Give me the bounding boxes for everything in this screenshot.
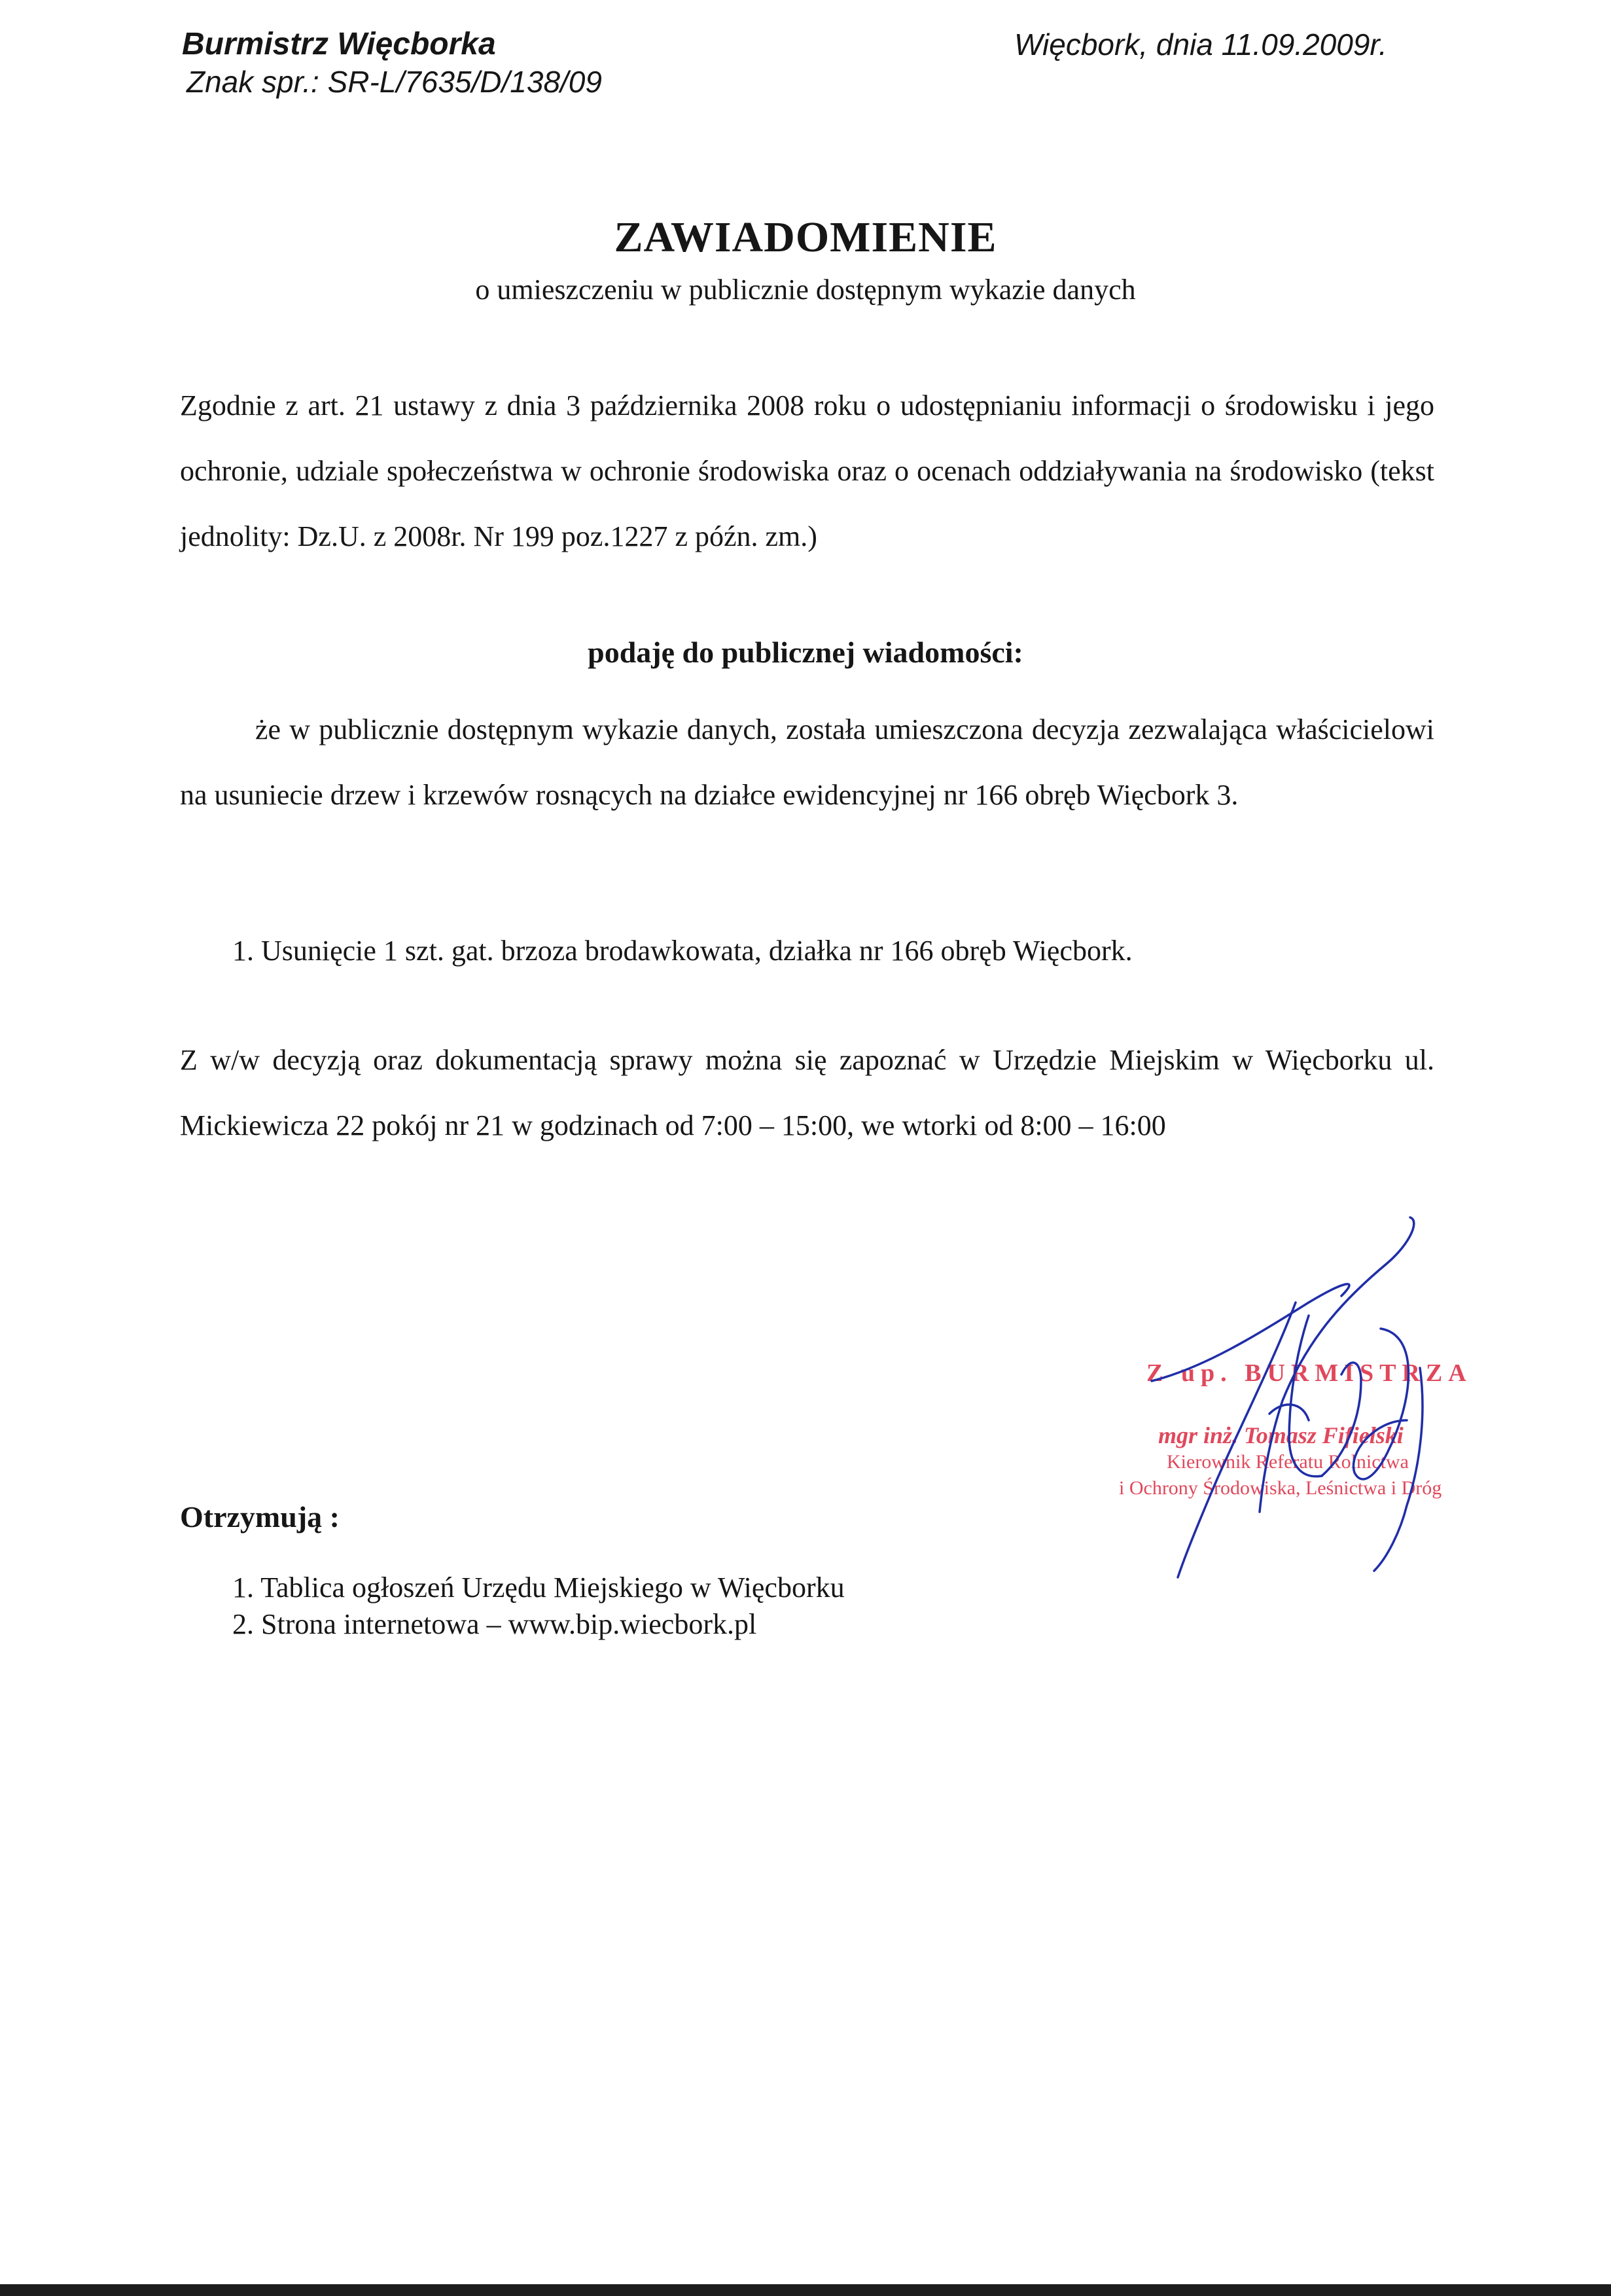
stamp-official-name: mgr inż. Tomasz Fifielski: [1158, 1422, 1404, 1448]
decision-item: 1. Usunięcie 1 szt. gat. brzoza brodawkowata, działka nr 166 obręb Więcbork.: [232, 935, 1133, 967]
legal-basis-paragraph: Zgodnie z art. 21 ustawy z dnia 3 października 2008 roku o udostępnianiu informacji o środowisku i jego ochronie, udziale społeczeństwa w ochronie środowiska oraz o ocenach oddziaływania na środowisko (tekst jednolity: Dz.U. z 2008r. Nr 199 poz.1227 z późn. zm.): [180, 389, 1434, 552]
decision-paragraph: że w publicznie dostępnym wykazie danych, została umieszczona decyzja zezwalająca właścicielowi na usuniecie drzew i krzewów rosnących na działce ewidencyjnej nr 166 obręb Więcbork 3.: [180, 713, 1434, 811]
receiver-item: 1. Tablica ogłoszeń Urzędu Miejskiego w Więcborku: [232, 1571, 845, 1604]
stamp-position-line2: i Ochrony Środowiska, Leśnictwa i Dróg: [1119, 1477, 1442, 1499]
place-and-date: Więcbork, dnia 11.09.2009r.: [1014, 27, 1387, 62]
receivers-list: [232, 1570, 845, 1643]
issuer-name: Burmistrz Więcborka: [182, 27, 496, 62]
receiver-item: 2. Strona internetowa – www.bip.wiecbork.pl: [232, 1608, 757, 1640]
information-paragraph: Z w/w decyzją oraz dokumentacją sprawy można się zapoznać w Urzędzie Miejskim w Więcborku ul. Mickiewicza 22 pokój nr 21 w godzinach od 7:00 – 15:00, we wtorki od 8:00 – 16:00: [180, 1044, 1434, 1141]
receivers-heading: Otrzymują :: [180, 1500, 340, 1534]
scan-edge: [0, 2284, 1611, 2296]
document-subtitle: o umieszczeniu w publicznie dostępnym wykazie danych: [475, 274, 1136, 306]
stamp-position-line1: Kierownik Referatu Rolnictwa: [1167, 1451, 1409, 1473]
case-reference: Znak spr.: SR-L/7635/D/138/09: [186, 65, 602, 99]
announcement-heading: podaję do publicznej wiadomości:: [588, 636, 1023, 669]
stamp-authority: Z up. BURMISTRZA: [1146, 1359, 1472, 1387]
document-title: ZAWIADOMIENIE: [614, 213, 997, 261]
handwritten-signature: [1112, 1204, 1479, 1584]
